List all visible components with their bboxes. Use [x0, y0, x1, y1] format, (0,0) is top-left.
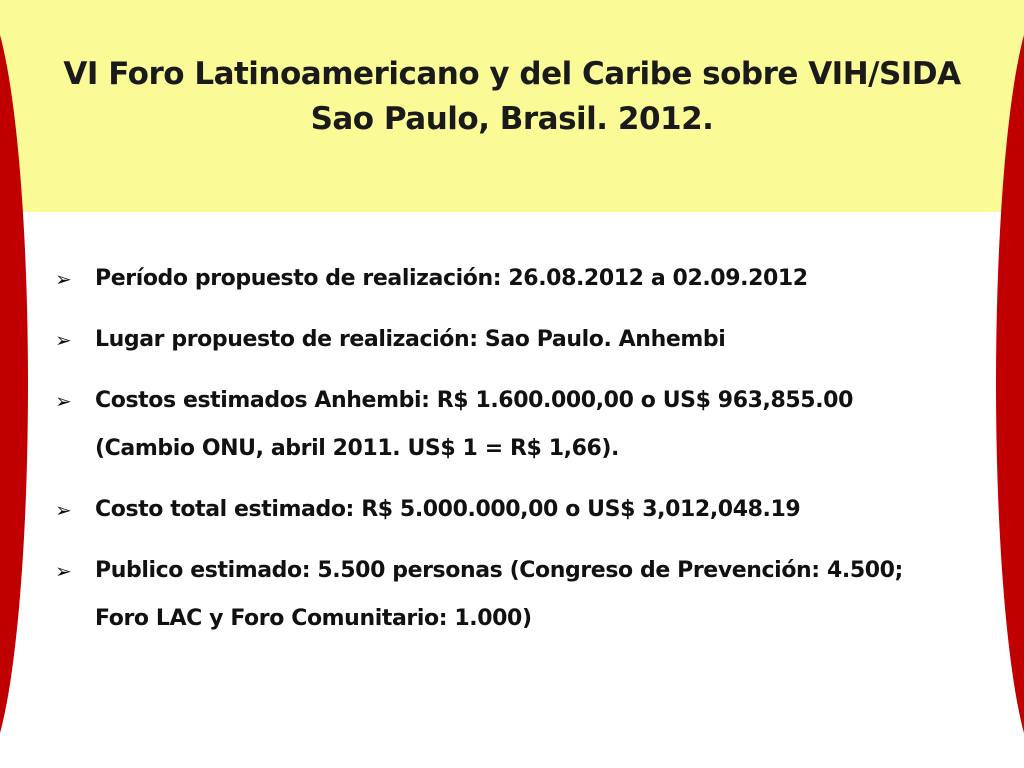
bullet-item-audience: [55, 547, 954, 643]
title-line-2: Sao Paulo, Brasil. 2012.: [310, 101, 714, 137]
bullet-item-location: [55, 316, 954, 364]
bullet-text: Costos estimados Anhembi: R$ 1.600.000,00 o US$ 963,855.00 (Cambio ONU, abril 2011. US$ 1 = R$ 1,66).: [95, 388, 853, 461]
arrow-bullet-icon: ➢: [55, 267, 72, 291]
bullet-item-total-cost: [55, 486, 954, 534]
bullet-text: Período propuesto de realización: 26.08.2012 a 02.09.2012: [95, 266, 808, 291]
slide-title: [60, 52, 964, 142]
arrow-bullet-icon: ➢: [55, 559, 72, 583]
bullet-text: Lugar propuesto de realización: Sao Paulo. Anhembi: [95, 327, 726, 352]
bullet-item-period: [55, 255, 954, 303]
bullet-item-costs: [55, 377, 954, 473]
arrow-bullet-icon: ➢: [55, 328, 72, 352]
bullet-text: Costo total estimado: R$ 5.000.000,00 o US$ 3,012,048.19: [95, 497, 801, 522]
title-line-1: VI Foro Latinoamericano y del Caribe sobre VIH/SIDA: [63, 56, 961, 92]
arrow-bullet-icon: ➢: [55, 389, 72, 413]
bullet-text: Publico estimado: 5.500 personas (Congreso de Prevención: 4.500; Foro LAC y Foro Comunitario: 1.000): [95, 558, 903, 631]
arrow-bullet-icon: ➢: [55, 498, 72, 522]
bullet-list: [55, 255, 954, 656]
